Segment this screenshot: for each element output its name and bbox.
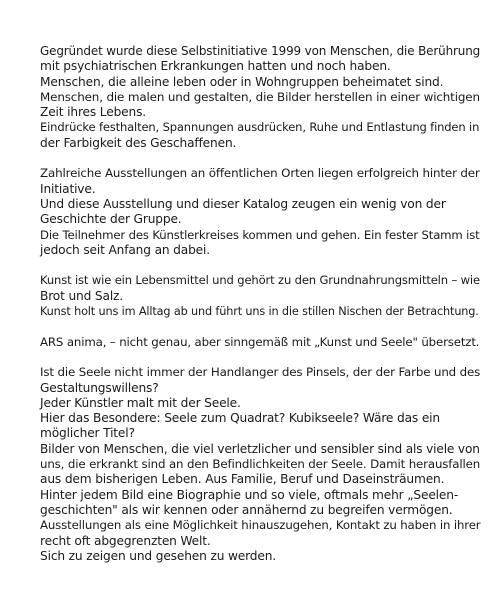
- text-line: mit psychiatrischen Erkrankungen hatten und noch haben.: [40, 59, 391, 74]
- text-line: Menschen, die alleine leben oder in Wohngruppen beheimatet sind.: [40, 74, 444, 89]
- document-page: [40, 44, 480, 579]
- text-line: aus dem bisherigen Leben. Aus Familie, Beruf und Daseinsträumen.: [40, 472, 445, 487]
- text-line: Initiative.: [40, 181, 96, 196]
- text-line: Kunst holt uns im Alltag ab und führt uns in die stillen Nischen der Betrachtung.: [40, 305, 479, 319]
- text-line: der Farbigkeit des Geschaffenen.: [40, 135, 237, 150]
- paragraph-founding: [40, 44, 480, 151]
- text-line: Hier das Besondere: Seele zum Quadrat? Kubikseele? Wäre das ein: [40, 411, 440, 426]
- paragraph-soul: [40, 365, 480, 564]
- text-line: Menschen, die malen und gestalten, die Bilder herstellen in einer wichtigen: [40, 89, 480, 104]
- text-line: Zeit ihres Lebens.: [40, 105, 147, 120]
- text-line: ARS anima, – nicht genau, aber sinngemäß mit „Kunst und Seele" übersetzt.: [40, 334, 480, 349]
- paragraph-ars-anima: [40, 335, 480, 350]
- text-line: recht oft abgegrenzten Welt.: [40, 533, 211, 548]
- text-line: Hinter jedem Bild eine Biographie und so viele, oftmals mehr „Seelen-: [40, 487, 459, 502]
- text-line: möglicher Titel?: [40, 426, 135, 441]
- text-line: Kunst ist wie ein Lebensmittel und gehört zu den Grundnahrungsmitteln – wie: [40, 273, 480, 288]
- text-line: geschichten" als wir kennen oder annähernd zu begreifen vermögen.: [40, 502, 453, 517]
- paragraph-art-as-food: [40, 273, 480, 319]
- text-line: Ausstellungen als eine Möglichkeit hinauszugehen, Kontakt zu haben in ihrer: [40, 518, 481, 533]
- text-line: jedoch seit Anfang an dabei.: [40, 242, 210, 257]
- text-line: Zahlreiche Ausstellungen an öffentlichen Orten liegen erfolgreich hinter der: [40, 166, 480, 181]
- text-line: Brot und Salz.: [40, 288, 124, 303]
- text-line: Und diese Ausstellung und dieser Katalog zeugen ein wenig von der: [40, 196, 446, 211]
- text-line: Ist die Seele nicht immer der Handlanger des Pinsels, der der Farbe und des: [40, 365, 481, 380]
- text-line: Jeder Künstler malt mit der Seele.: [40, 395, 241, 410]
- text-line: Sich zu zeigen und gesehen zu werden.: [40, 548, 277, 563]
- text-line: Die Teilnehmer des Künstlerkreises kommen und gehen. Ein fester Stamm ist: [40, 227, 480, 242]
- text-line: uns, die erkrankt sind an den Befindlichkeiten der Seele. Damit herausfallen: [40, 457, 481, 472]
- paragraph-exhibitions: [40, 166, 480, 258]
- text-line: Gegründet wurde diese Selbstinitiative 1999 von Menschen, die Berührung: [40, 44, 481, 58]
- text-line: Eindrücke festhalten, Spannungen ausdrücken, Ruhe und Entlastung finden in: [40, 120, 480, 135]
- text-line: Bilder von Menschen, die viel verletzlicher und sensibler sind als viele von: [40, 441, 480, 456]
- text-line: Gestaltungswillens?: [40, 380, 159, 395]
- text-line: Geschichte der Gruppe.: [40, 212, 182, 227]
